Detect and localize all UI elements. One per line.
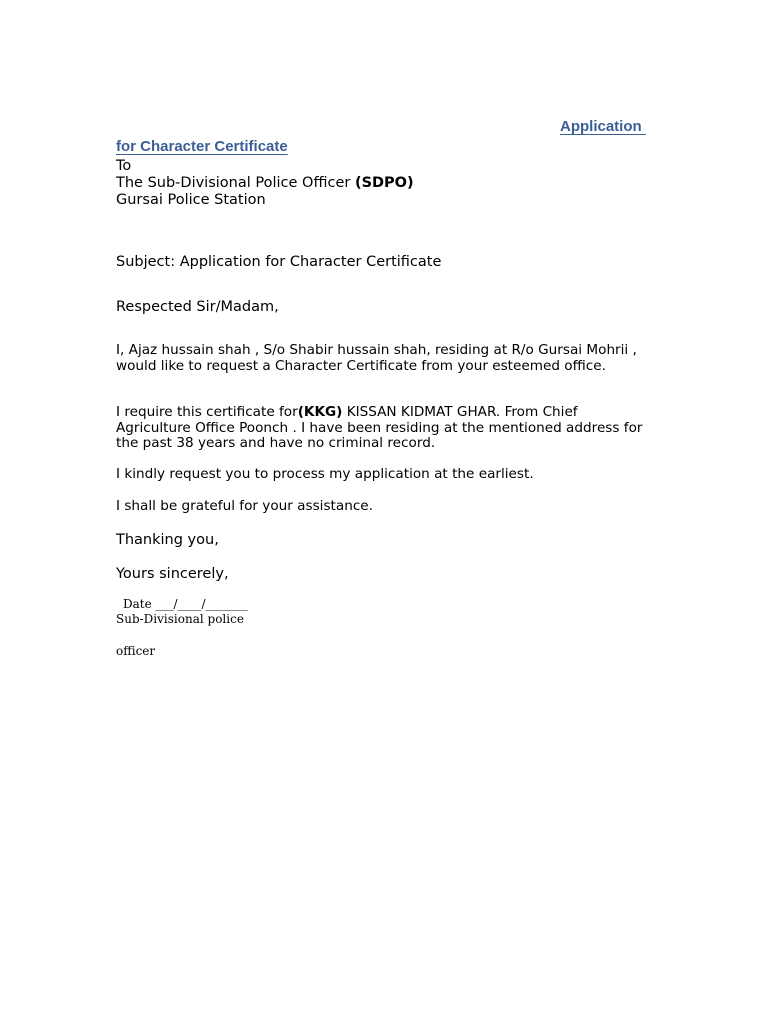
paragraph-grateful: I shall be grateful for your assistance. [116, 498, 373, 514]
paragraph-request: I kindly request you to process my application at the earliest. [116, 466, 534, 482]
paragraph-intro: I, Ajaz hussain shah , S/o Shabir hussain shah, residing at R/o Gursai Mohrii , would like to request a Character Certificate from your esteemed office. [116, 342, 637, 374]
recipient-officer [116, 175, 656, 191]
purpose-prefix: I require this certificate for [116, 404, 298, 420]
purpose-rest: KISSAN KIDMAT GHAR. From Chief Agriculture Office Poonch . I have been residing at the mentioned address for the past 38 years and have no criminal record. [116, 404, 643, 451]
subject-line: Subject: Application for Character Certificate [116, 254, 442, 270]
heading-line-2: for Character Certificate [116, 138, 288, 155]
recipient-station: Gursai Police Station [116, 192, 266, 208]
heading-line-1: Application [560, 118, 646, 135]
salutation: Respected Sir/Madam, [116, 299, 279, 315]
recipient-officer-abbr: (SDPO) [354, 175, 414, 191]
date-line: Date ___/____/_______ [123, 597, 248, 611]
signatory-line-2: officer [116, 644, 156, 658]
signatory-line-1: Sub-Divisional police [116, 612, 244, 626]
paragraph-purpose [116, 405, 656, 452]
closing-thanks: Thanking you, [116, 532, 219, 548]
recipient-to: To [116, 158, 132, 174]
closing-yours: Yours sincerely, [116, 566, 229, 582]
recipient-officer-prefix: The Sub-Divisional Police Officer [116, 175, 355, 191]
purpose-bold: (KKG) [297, 404, 343, 420]
